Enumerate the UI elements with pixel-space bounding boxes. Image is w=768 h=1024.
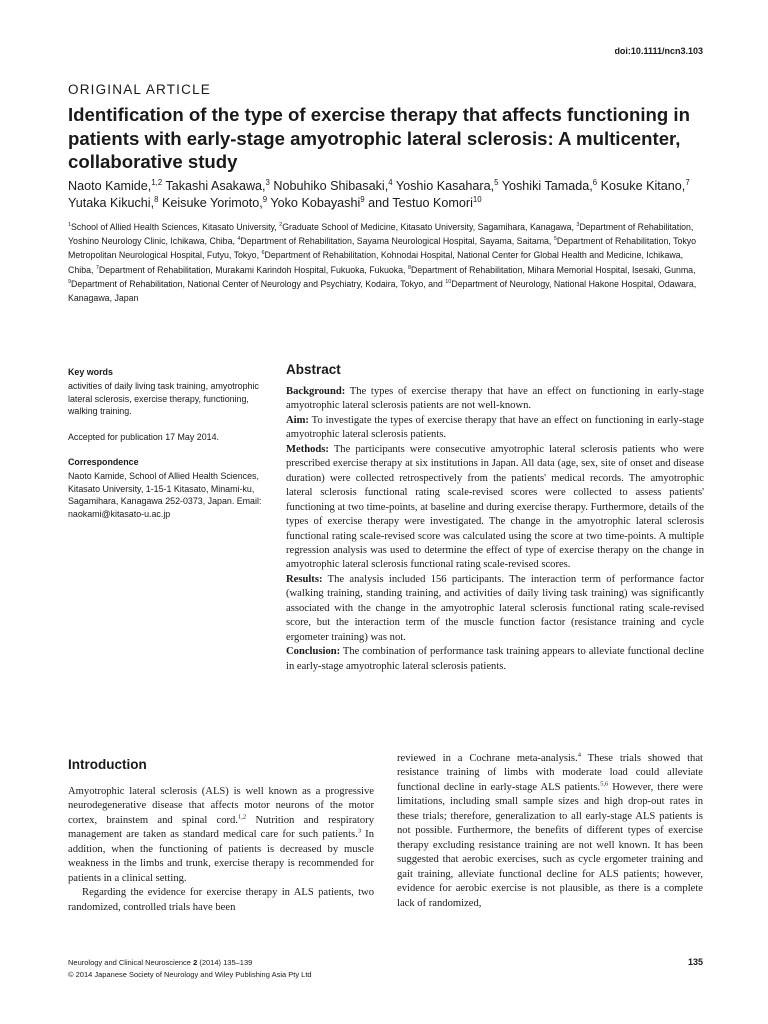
author-name: and Testuo Komori — [368, 196, 473, 210]
keywords-block — [68, 366, 273, 418]
article-title: Identification of the type of exercise therapy that affects functioning in patients with early-stage amyotrophic lateral sclerosis: A multicenter, collaborative study — [68, 104, 690, 172]
citation-sup: 5,6 — [600, 780, 609, 788]
abstract-methods — [286, 443, 704, 573]
intro-paragraph-2: Regarding the evidence for exercise therapy in ALS patients, two randomized, controlled trials have been — [68, 887, 374, 913]
affiliation-list — [68, 220, 708, 305]
author-affiliation-sup: 6 — [592, 177, 598, 187]
abstract-background — [286, 385, 704, 414]
author-affiliation-sup: 5 — [494, 177, 499, 187]
author-name: Nobuhiko Shibasaki, — [273, 179, 389, 193]
aim-label: Aim: — [286, 414, 309, 426]
background-text: The types of exercise therapy that have an effect on functioning in early-stage amyotrophic lateral sclerosis patients are not well-known. — [286, 386, 704, 412]
abstract-results — [286, 573, 704, 645]
page-footer — [68, 957, 312, 981]
author-name: Takashi Asakawa, — [165, 179, 266, 193]
author-name: Kosuke Kitano, — [600, 179, 686, 193]
author-affiliation-sup: 3 — [265, 177, 270, 187]
aim-text: To investigate the types of exercise therapy that have an effect on functioning in early-stage amyotrophic lateral sclerosis patients. — [286, 414, 704, 441]
methods-text: The participants were consecutive amyotrophic lateral sclerosis patients who were prescribed exercise therapy at six institutions in Japan. All data (age, sex, site of onset and disease duration) were collected retrospectively from the patients' medical records. The amyotrophic lateral sclerosis functional rating scale-revised scores were collected to assess patients' functioning at two time-points, at baseline and during exercise therapy. Furthermore, details of the types of exercise therapy were investigated. The change in the amyotrophic lateral sclerosis functional rating scale-revised score was calculated using the score at two time-points. A multiple regression analysis was used to determine the effect of type of exercise therapy on the change in amyotrophic lateral sclerosis functional rating scale-revised scores. — [286, 443, 704, 571]
citation-sup: 1,2 — [238, 813, 247, 821]
affiliation-text: School of Allied Health Sciences, Kitasato University, — [71, 222, 280, 232]
abstract-aim — [286, 414, 704, 443]
affiliation-sup: 4 — [237, 236, 241, 243]
author-name: Keisuke Yorimoto, — [161, 196, 263, 210]
affiliation-text: Department of Rehabilitation, National Center of Neurology and Psychiatry, Kodaira, Tokyo, and — [71, 278, 446, 289]
background-label: Background: — [286, 386, 346, 397]
correspondence-block — [68, 456, 273, 520]
author-affiliation-sup: 10 — [472, 194, 482, 204]
intro-col2-text-a: reviewed in a Cochrane meta-analysis. — [397, 753, 578, 764]
affiliation-text: Department of Neurology, National Hakone Hospital, Odawara, Kanagawa, Japan — [68, 278, 697, 304]
affiliation-sup: 5 — [553, 236, 557, 243]
introduction-column-2 — [397, 752, 703, 911]
author-name: Yoko Kobayashi — [270, 196, 361, 210]
affiliation-text: Department of Rehabilitation, Murakami Karindoh Hospital, Fukuoka, Fukuoka, — [98, 264, 408, 275]
abstract-section — [286, 362, 704, 674]
affiliation-text: Department of Rehabilitation, Sayama Neurological Hospital, Sayama, Saitama, — [240, 236, 554, 247]
methods-label: Methods: — [286, 443, 329, 455]
citation-sup: 3 — [357, 827, 362, 835]
affiliation-sup: 2 — [279, 222, 283, 229]
journal-pages: (2014) 135–139 — [197, 958, 253, 967]
introduction-heading: Introduction — [68, 757, 147, 772]
affiliation-text: Department of Rehabilitation, Kohnodai Hospital, National Center for Global Health and Medicine, Ichikawa, Chiba, — [68, 250, 684, 275]
intro-p1-text-a: Amyotrophic lateral sclerosis (ALS) is well known as a progressive neurodegenerative disease that affects motor neurons of the motor cortex, brainstem and spinal cord. — [68, 786, 374, 826]
intro-p1-text-b: Nutrition and respiratory management are taken as standard medical care for such patients. — [68, 814, 374, 841]
author-affiliation-sup: 7 — [685, 177, 690, 187]
affiliation-sup: 1 — [68, 222, 72, 229]
author-name: Naoto Kamide, — [68, 179, 152, 193]
affiliation-text: Department of Rehabilitation, Tokyo Metropolitan Neurological Hospital, Futyu, Tokyo, — [68, 236, 697, 261]
introduction-section — [68, 757, 374, 915]
author-name: Yoshio Kasahara, — [395, 179, 495, 193]
affiliation-sup: 8 — [407, 264, 411, 271]
conclusion-label: Conclusion: — [286, 646, 341, 658]
journal-volume: 2 — [193, 958, 198, 967]
results-text: The analysis included 156 participants. The interaction term of performance factor (walking training, standing training, and activities of daily living task training) was significantly associated with the change in the amyotrophic lateral sclerosis functional rating scale-revised score, but the interaction term of the muscle function factor (resistance training and cycle ergometer training) was not. — [286, 573, 704, 643]
affiliation-text: Department of Rehabilitation, Mihara Memorial Hospital, Isesaki, Gunma, — [410, 264, 696, 275]
journal-citation — [68, 957, 312, 969]
abstract-conclusion — [286, 645, 704, 674]
intro-paragraph-1 — [68, 785, 374, 886]
author-affiliation-sup: 8 — [154, 194, 159, 204]
author-affiliation-sup: 4 — [388, 177, 393, 187]
affiliation-text: Graduate School of Medicine, Kitasato University, Sagamihara, Kanagawa, — [282, 222, 577, 232]
author-affiliation-sup: 1,2 — [151, 177, 163, 187]
citation-sup: 4 — [577, 751, 581, 759]
author-name: Yoshiki Tamada, — [501, 179, 593, 193]
results-label: Results: — [286, 573, 323, 585]
affiliation-sup: 10 — [445, 278, 452, 285]
copyright-line: © 2014 Japanese Society of Neurology and Wiley Publishing Asia Pty Ltd — [68, 970, 312, 979]
accepted-date: Accepted for publication 17 May 2014. — [68, 431, 219, 442]
affiliation-sup: 6 — [261, 250, 265, 257]
keywords-text: activities of daily living task training, amyotrophic lateral sclerosis, exercise therapy, functioning, walking training. — [68, 381, 259, 417]
doi-label: doi:10.1111/ncn3.103 — [614, 46, 703, 56]
intro-paragraph-2-cont — [397, 752, 703, 911]
author-list — [68, 178, 713, 212]
page-number: 135 — [687, 957, 703, 967]
affiliation-text: Department of Rehabilitation, Yoshino Neurology Clinic, Ichikawa, Chiba, — [68, 222, 694, 247]
intro-col2-text-b: These trials showed that resistance training of limbs with moderate load could alleviate functional decline in early-stage ALS patients. — [397, 753, 703, 793]
author-affiliation-sup: 9 — [360, 194, 365, 204]
affiliation-sup: 7 — [95, 264, 99, 271]
affiliation-sup: 9 — [68, 278, 72, 285]
abstract-heading: Abstract — [286, 362, 341, 377]
article-sidebar — [68, 366, 273, 533]
conclusion-text: The combination of performance task training appears to alleviate functional decline in early-stage amyotrophic lateral sclerosis patients. — [286, 646, 704, 672]
author-affiliation-sup: 9 — [262, 194, 268, 204]
correspondence-heading: Correspondence — [68, 457, 139, 468]
journal-name: Neurology and Clinical Neuroscience — [68, 958, 194, 967]
intro-p1-text-c: In addition, when the functioning of patients is decreased by muscle weakness in the limbs and trunk, exercise therapy is recommended for patients in a clinical setting. — [68, 829, 374, 884]
affiliation-sup: 3 — [576, 222, 580, 229]
keywords-heading: Key words — [68, 367, 113, 377]
intro-col2-text-c: However, there were limitations, including small sample sizes and high drop-out rates in these trials; therefore, generalization to all early-stage ALS patients is not possible. Furthermore, the benefits of different types of exercise therapy excluding resistance training are not well known. It has been suggested that aerobic exercises, such as cycle ergometer training and gait training, alleviate functional decline for ALS patients; however, evidence for aerobic exercise is not plausible, as there is a complete lack of randomized, — [397, 781, 703, 909]
author-name: Yutaka Kikuchi, — [68, 196, 155, 210]
correspondence-text: Naoto Kamide, School of Allied Health Sciences, Kitasato University, 1-15-1 Kitasato, Minami-ku, Sagamihara, Kanagawa 252-0373, Japan. Email: naokami@kitasato-u.ac.jp — [68, 471, 262, 519]
article-type: ORIGINAL ARTICLE — [68, 82, 211, 97]
